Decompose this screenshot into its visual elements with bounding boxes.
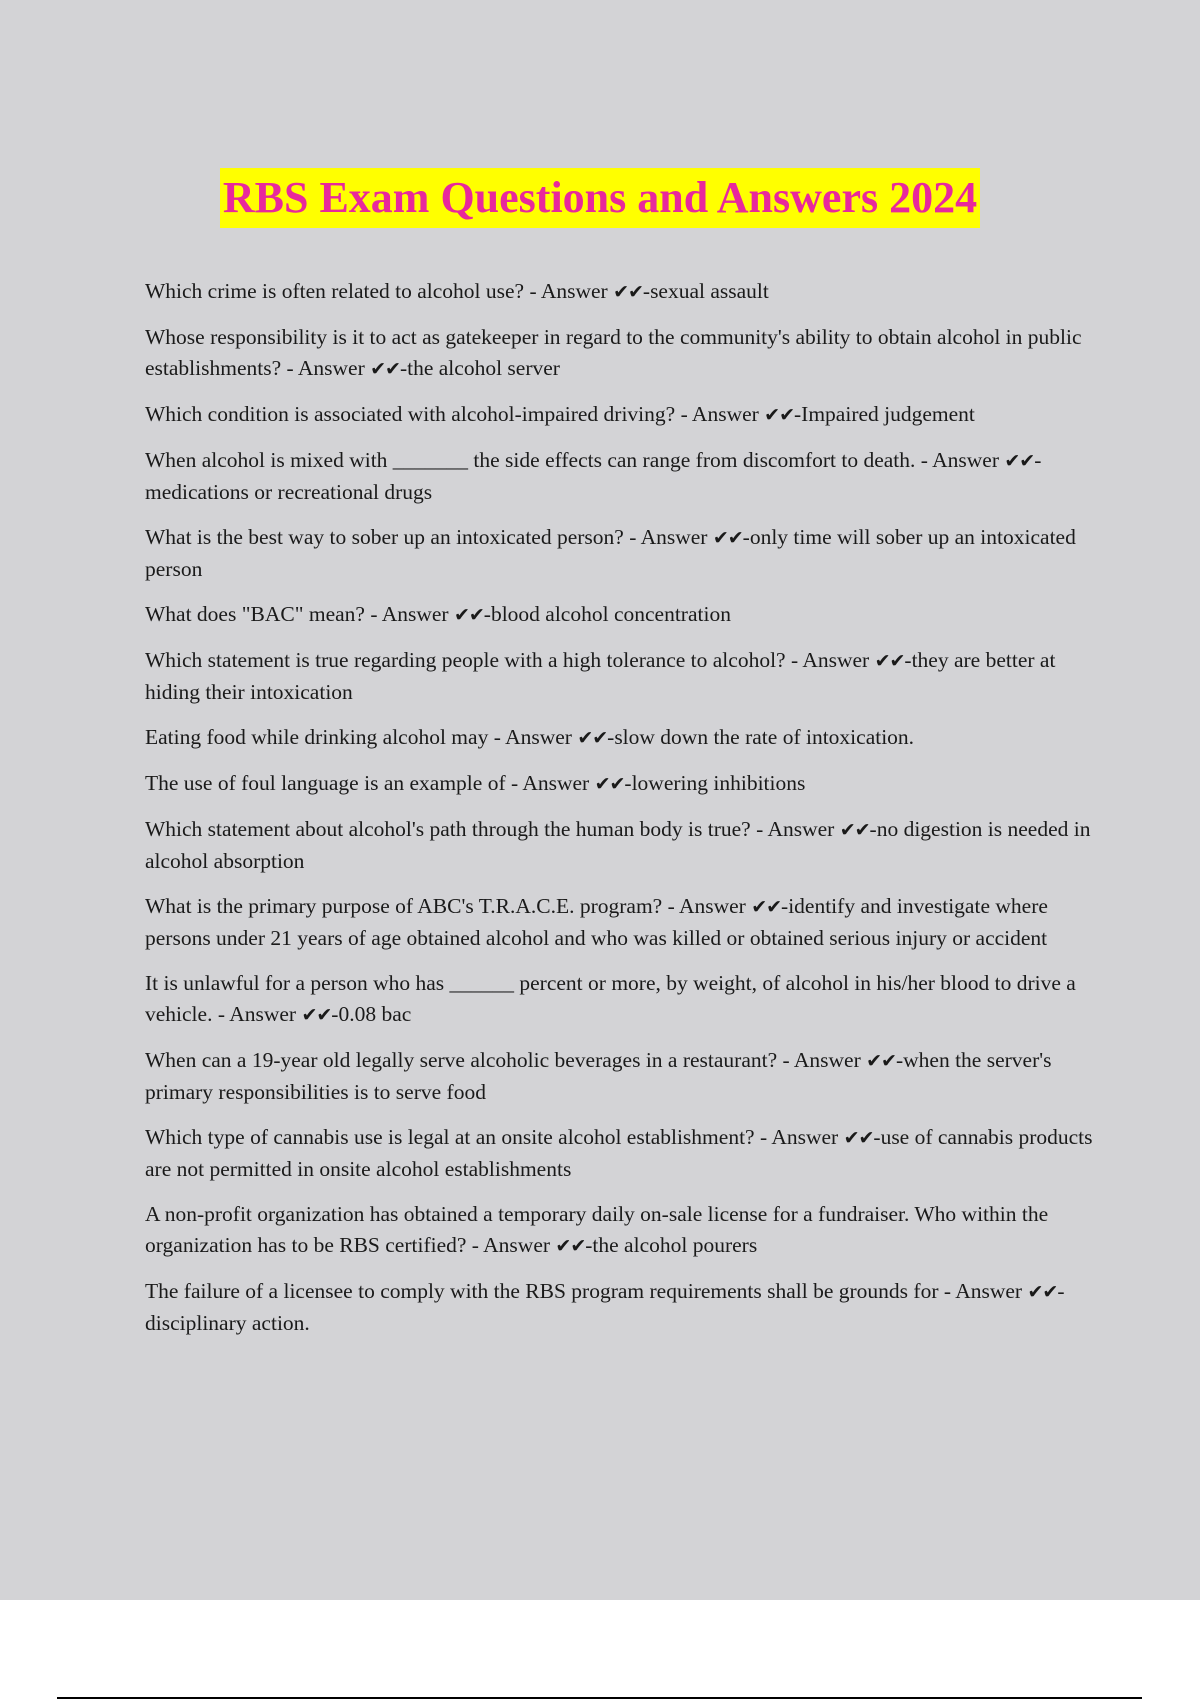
answer-text: -disciplinary action. (145, 1279, 1065, 1335)
answer-label: Answer (802, 648, 870, 672)
title-wrapper (0, 168, 1200, 228)
answer-text: -lowering inhibitions (624, 771, 806, 795)
question-text: When alcohol is mixed with _______ the side effects can range from discomfort to death. - (145, 448, 933, 472)
double-check-icon: ✔✔ (1004, 450, 1035, 472)
qa-item-15 (145, 1199, 1095, 1262)
double-check-icon: ✔✔ (555, 1235, 586, 1257)
double-check-icon: ✔✔ (1027, 1281, 1058, 1303)
qa-item-4 (145, 445, 1095, 508)
answer-label: Answer (483, 1233, 551, 1257)
question-text: The use of foul language is an example of - (145, 771, 523, 795)
double-check-icon: ✔✔ (370, 358, 400, 380)
answer-label: Answer (297, 356, 365, 380)
question-text: When can a 19-year old legally serve alcoholic beverages in a restaurant? - (145, 1048, 794, 1072)
qa-item-13 (145, 1045, 1095, 1108)
double-check-icon: ✔✔ (577, 727, 608, 749)
answer-text: -when the server's primary responsibilities is to serve food (145, 1048, 1052, 1104)
qa-item-9 (145, 768, 1095, 800)
qa-item-12 (145, 968, 1095, 1031)
double-check-icon: ✔✔ (751, 896, 782, 918)
answer-text: -they are better at hiding their intoxication (145, 648, 1056, 704)
double-check-icon: ✔✔ (301, 1004, 332, 1026)
qa-item-2 (145, 322, 1095, 385)
footer-rule (57, 1697, 1142, 1699)
answer-label: Answer (793, 1048, 861, 1072)
answer-text: -the alcohol server (399, 356, 560, 380)
answer-text: -slow down the rate of intoxication. (607, 725, 915, 749)
double-check-icon: ✔✔ (613, 281, 643, 303)
double-check-icon: ✔✔ (712, 527, 743, 549)
answer-text: -blood alcohol concentration (483, 602, 731, 626)
answer-label: Answer (381, 602, 449, 626)
question-text: A non-profit organization has obtained a temporary daily on-sale license for a fundraiser. Who within the organization has to be RBS certified? - (145, 1202, 1049, 1257)
answer-text: -the alcohol pourers (585, 1233, 758, 1257)
answer-label: Answer (955, 1279, 1023, 1303)
answer-label: Answer (678, 894, 746, 918)
qa-item-11 (145, 891, 1095, 954)
question-text: Eating food while drinking alcohol may - (145, 725, 506, 749)
question-text: What is the primary purpose of ABC's T.R.A.C.E. program? - (145, 894, 679, 918)
answer-text: -medications or recreational drugs (145, 448, 1042, 504)
double-check-icon: ✔✔ (764, 404, 795, 426)
qa-item-16 (145, 1276, 1095, 1339)
question-text: Which statement is true regarding people with a high tolerance to alcohol? - (145, 648, 803, 672)
question-text: The failure of a licensee to comply with the RBS program requirements shall be grounds for - (145, 1279, 956, 1303)
double-check-icon: ✔✔ (874, 650, 905, 672)
question-text: What does "BAC" mean? - (145, 602, 382, 626)
answer-text: -identify and investigate where persons under 21 years of age obtained alcohol and who was killed or obtained serious injury or accident (145, 894, 1048, 950)
answer-text: -0.08 bac (331, 1002, 412, 1026)
qa-item-6 (145, 599, 1095, 631)
qa-item-8 (145, 722, 1095, 754)
double-check-icon: ✔✔ (866, 1050, 896, 1072)
qa-item-1 (145, 276, 1095, 308)
qa-list (145, 276, 1095, 1353)
answer-text: -no digestion is needed in alcohol absorption (145, 817, 1091, 873)
answer-text: -Impaired judgement (794, 402, 975, 426)
answer-text: -use of cannabis products are not permitted in onsite alcohol establishments (145, 1125, 1093, 1181)
answer-label: Answer (932, 448, 999, 472)
answer-text: -only time will sober up an intoxicated person (145, 525, 1076, 581)
answer-label: Answer (505, 725, 572, 749)
double-check-icon: ✔✔ (839, 819, 870, 841)
document-title: RBS Exam Questions and Answers 2024 (220, 168, 980, 228)
qa-item-14 (145, 1122, 1095, 1185)
question-text: Which type of cannabis use is legal at an onsite alcohol establishment? - (145, 1125, 772, 1149)
question-text: It is unlawful for a person who has ______ percent or more, by weight, of alcohol in his/her blood to drive a vehicle. - (145, 971, 1076, 1026)
answer-label: Answer (640, 525, 708, 549)
question-text: Which statement about alcohol's path through the human body is true? - (145, 817, 768, 841)
question-text: Whose responsibility is it to act as gatekeeper in regard to the community's ability to obtain alcohol in public establishments? - (145, 325, 1082, 380)
double-check-icon: ✔✔ (594, 773, 625, 795)
question-text: Which condition is associated with alcohol-impaired driving? - (145, 402, 692, 426)
answer-label: Answer (771, 1125, 839, 1149)
qa-item-7 (145, 645, 1095, 708)
answer-label: Answer (522, 771, 590, 795)
answer-label: Answer (691, 402, 759, 426)
qa-item-3 (145, 399, 1095, 431)
answer-label: Answer (540, 279, 608, 303)
answer-label: Answer (767, 817, 835, 841)
answer-label: Answer (229, 1002, 297, 1026)
question-text: What is the best way to sober up an intoxicated person? - (145, 525, 641, 549)
answer-text: -sexual assault (642, 279, 769, 303)
question-text: Which crime is often related to alcohol use? - (145, 279, 541, 303)
double-check-icon: ✔✔ (453, 604, 484, 626)
double-check-icon: ✔✔ (843, 1127, 874, 1149)
qa-item-10 (145, 814, 1095, 877)
qa-item-5 (145, 522, 1095, 585)
